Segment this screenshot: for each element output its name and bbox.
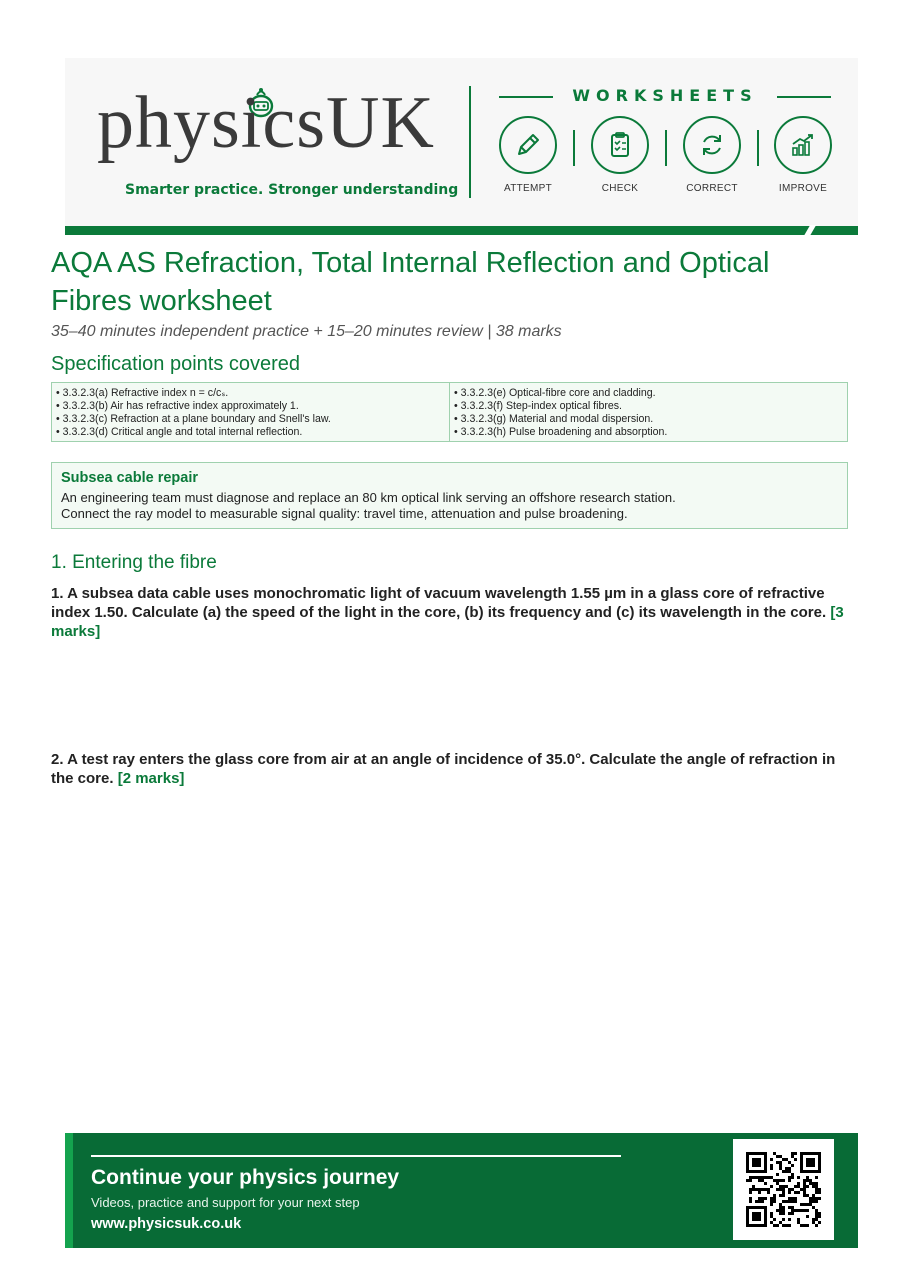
step-improve	[763, 116, 843, 194]
pencil-icon	[513, 130, 543, 160]
context-box	[51, 462, 848, 529]
qr-code-icon	[746, 1152, 821, 1227]
page-subtitle: 35–40 minutes independent practice + 15–20 minutes review | 38 marks	[51, 323, 562, 340]
divider	[91, 1155, 621, 1157]
spec-item: • 3.3.2.3(c) Refraction at a plane boundary and Snell's law.	[56, 413, 331, 425]
spec-item: • 3.3.2.3(d) Critical angle and total internal reflection.	[56, 426, 303, 438]
spec-item: • 3.3.2.3(f) Step-index optical fibres.	[454, 400, 622, 412]
context-text: An engineering team must diagnose and replace an 80 km optical link serving an offshore research station.	[61, 490, 676, 505]
spec-item: • 3.3.2.3(a) Refractive index n = c/cₛ.	[56, 387, 229, 399]
spec-column-left	[52, 383, 449, 441]
spec-table	[51, 382, 848, 442]
step-check	[580, 116, 660, 194]
context-text: Connect the ray model to measurable signal quality: travel time, attenuation and pulse broadening.	[61, 506, 628, 521]
tagline: Smarter practice. Stronger understanding	[125, 182, 459, 198]
divider	[665, 130, 667, 166]
marks-label: [3 marks]	[51, 604, 844, 640]
marks-label: [2 marks]	[117, 770, 185, 787]
divider	[757, 130, 759, 166]
worksheets-heading	[499, 86, 831, 108]
step-attempt	[488, 116, 568, 194]
footer-accent	[65, 1133, 73, 1248]
header-rule	[65, 226, 858, 235]
question-1	[51, 584, 848, 641]
step-label: CHECK	[601, 183, 639, 194]
footer-link[interactable]: www.physicsuk.co.uk	[91, 1216, 242, 1232]
banner-divider	[469, 86, 471, 198]
clipboard-check-icon	[605, 130, 635, 160]
question-2	[51, 750, 848, 788]
step-label: CORRECT	[686, 183, 738, 194]
worksheets-label: WORKSHEETS	[572, 86, 758, 105]
spec-column-right	[449, 383, 847, 441]
growth-chart-icon	[788, 130, 818, 160]
header-banner	[65, 58, 858, 226]
page-title: AQA AS Refraction, Total Internal Reflection and Optical Fibres worksheet	[51, 247, 770, 317]
step-label: IMPROVE	[778, 183, 828, 194]
qr-code[interactable]	[733, 1139, 834, 1240]
footer-title: Continue your physics journey	[91, 1166, 400, 1189]
spec-item: • 3.3.2.3(e) Optical-fibre core and cladding.	[454, 387, 656, 399]
footer-subtitle: Videos, practice and support for your next step	[91, 1195, 360, 1210]
step-label: ATTEMPT	[503, 183, 553, 194]
divider	[573, 130, 575, 166]
footer-banner	[65, 1133, 858, 1248]
section-heading: 1. Entering the fibre	[51, 552, 217, 573]
spec-item: • 3.3.2.3(g) Material and modal dispersion.	[454, 413, 654, 425]
question-text: 1. A subsea data cable uses monochromatic light of vacuum wavelength 1.55 µm in a glass core of refractive index 1.50. Calculate (a) the speed of the light in the core, (b) its frequency and (c) its wavelength in the core.	[51, 585, 827, 621]
logo: physicsUK	[97, 82, 435, 164]
spec-heading: Specification points covered	[51, 353, 301, 375]
spec-item: • 3.3.2.3(b) Air has refractive index approximately 1.	[56, 400, 299, 412]
context-title: Subsea cable repair	[61, 470, 199, 486]
step-correct	[672, 116, 752, 194]
spec-item: • 3.3.2.3(h) Pulse broadening and absorption.	[454, 426, 668, 438]
question-text: 2. A test ray enters the glass core from air at an angle of incidence of 35.0°. Calculate the angle of refraction in the core.	[51, 751, 836, 787]
refresh-icon	[697, 130, 727, 160]
